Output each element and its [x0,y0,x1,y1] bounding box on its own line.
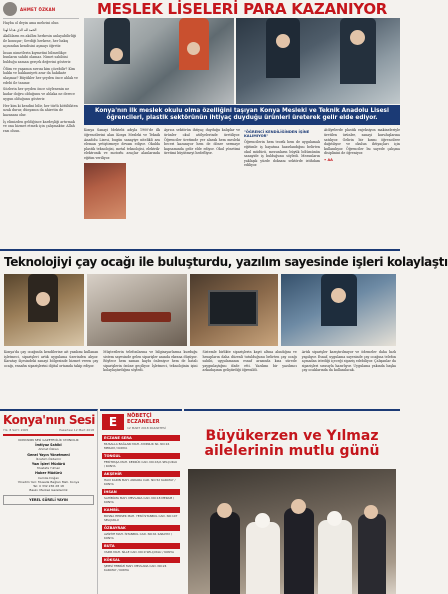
staff-name: İbrahim Özdemir [35,456,62,461]
pharmacy-address: SAHİBİATA MAH. MEVLANA CAD. NO:18 MERAM / KONYA [104,496,174,504]
office-phone: Tel: 0 332 236 28 18 [33,484,64,489]
publication-badge: YEREL SÜRELİ YAYIN [3,495,94,505]
pharmacy-address: HACI KADIN MAH. ANKARA CAD. NO:52 KARATAY / KONYA [104,478,176,486]
pharmacy-box [100,409,182,594]
workshop-photo [84,18,234,104]
staff-role: Yazı İşleri Müdürü [31,462,66,467]
pharmacy-address: MUSALLA BAĞLARI MAH. AYDINLIK SK. NO:16 MERAM / KONYA [104,442,170,450]
pharmacy-address: ŞEMSİ TEBRİZİ MAH. MEVLANA CAD. NO:24 KARATAY / KONYA [104,564,167,572]
pharmacy-address: FERİTPAŞA MAH. KERKÜK CAD. NO:43/A SELÇUKLU / KONYA [104,460,178,468]
lead-deck: Konya'nın ilk meslek okulu olma özelliğini taşıyan Konya Mesleki ve Teknik Anadolu Lisesi öğrencileri, plastik sektörünün ihtiyaç duyduğu ürünleri üreterek gelir elde ediyor. [84,105,400,125]
newspaper-logo: Konya'nın Sesi [3,413,95,427]
pharmacy-address: YAZIR MAH. SİLLE CAD. NO:9 SELÇUKLU / KONYA [104,550,174,554]
wedding-headline-line: ailelerinin mutlu günü [204,443,380,459]
opinion-paragraph: Sözlerin her şeyden önce söylenenin ne kadar doğru olduğunu ve ahlaka ne derece uygun olduğunu gösterir. [3,87,75,101]
lead-paragraph: Atölyelerde plastik enjeksiyon makineleriyle üretilen ürünler, sanayi kuruluşlarına satılıyor. Gelirin bir kısmı öğrencilere dağıtılıyor ve okulun ihtiyaçları için kullanılıyor. Öğrenciler bu sayede çalışma disiplinini de öğreniyor. [324,128,400,156]
tea-paragraph: Müşterilerin telefonlarına ve bilgisayarlarına kurduğu sistem sayesinde gelen siparişler anında ekrana düşüyor. Böylece hem zaman kaybı önleniyor hem de hatalı siparişlerin önüne geçiliyor. İşletmeci, teknolojinin işini kolaylaştırdığını söyledi. [103,350,198,373]
tea-column [4,350,98,373]
lead-byline: • AA [324,157,333,162]
staff-role: İmtiyaz Sahibi [35,443,62,448]
lead-small-photos [84,163,160,219]
product-photo [84,163,126,219]
opinion-paragraph: İş elimizden geldiğince kardeşliği artırmak ve ona hizmet etmek için çalışmaktır. Allah razı olsun. [3,119,75,134]
pharmacy-item [102,435,180,451]
pharmacy-item [102,557,180,573]
lead-body [84,128,400,219]
pharmacy-name: TONGUL [102,453,180,459]
wedding-headline-line: Büyükerzen ve Yılmaz [205,428,379,444]
issue-date: Pazartesi 12 Mart 2018 [59,428,94,432]
wedding-headline [184,411,400,459]
pharmacy-item [102,543,180,555]
pharmacy-date: 12 MART 2018 PAZARTESİ [127,425,166,430]
staff-role: Haber Müdürü [35,471,62,476]
wedding-story [184,409,400,594]
pharmacy-title: NÖBETÇİ [127,413,152,420]
owner-photo [281,274,396,346]
opinion-paragraph: Akıllıların en akıllısı herkesin anlayabilirliği ile konuşur; Sevdiği herkese, her bakış açısından kendisini aşmayı öğretir. [3,34,77,48]
staff-name: Mustafa Yılmaz [37,466,60,471]
pharmacy-header [100,411,182,433]
tea-paragraph: Konya'da çay ocağında kendilerine ait yazılımı kullanan işletmeci, siparişleri artık uygulama üzerinden alıyor. Karatay ilçesindeki sanayi bölgesinde hizmet veren çay ocağı, esnafın siparişlerini dijital ortamda takip ediyor. [4,350,99,368]
staff-list [3,438,94,492]
opinion-paragraph: Hayba ol deyin ama mehrini olun [3,21,59,25]
lead-headline: MESLEK LİSELERİ PARA KAZANIYOR [96,0,388,18]
pharmacy-item [102,507,180,523]
masthead-rule [3,434,94,436]
wedding-photo [188,469,396,594]
tea-column [103,350,197,373]
students-photo [236,18,400,104]
pharmacy-name: KÖKSAL [102,557,180,563]
tea-glasses-photo [87,274,187,346]
pharmacy-name: BUTA [102,543,180,549]
author-header [3,2,79,19]
staff-name: Ahmet Özkan [38,447,59,452]
printer: Baskı: Merkez Gazetecilik [29,488,68,493]
opinion-paragraph: İnsan nimetlerin kıymetini bilmedikçe bunların sahibi olamaz. Nimet sahibini bulduğu zaman gerçek değerini gösterir. [3,50,72,64]
lead-paragraph: Ayrıca sektörün ihtiyaç duyduğu kalıplar ve ürünler okul atölyelerinde üretiliyor. Öğrenciler üretimde yer alarak hem mesleki beceri kazanıyor hem de döner sermaye kapsamında gelir elde ediyor. Okul yönetimi üretimi büyütmeyi hedefliyor. [164,128,240,156]
arabic-text: الحمد لله الذي هدانا لهذا [3,27,37,32]
lead-column [164,128,240,219]
office-address: Yönetim Yeri: Musalla Bağları Mah. Konya [17,479,80,484]
tablet-photo [190,274,278,346]
pharmacy-name: ECZANE SERA [102,435,180,441]
pharmacy-item [102,453,180,469]
pharmacy-name: ÖZBAYRAK [102,525,180,531]
tea-story [0,249,448,407]
tea-photos [4,274,396,346]
tea-paragraph: Sistemle birlikte siparişlerin kayıt altına alındığını ve hesapların daha düzenli tutulduğunu belirten çay ocağı sahibi, uygulamanın esnaf arasında kısa sürede yaygınlaştığını ifade etti. Yazılımı bir yazılımcı arkadaşının geliştirdiği öğrenildi. [202,350,297,373]
lead-column [244,128,320,219]
tea-paragraph: Artık siparişler karıştırılmıyor ve ödemeler daha hızlı yapılıyor. Esnaf, uygulama sayesinde çay ocağına telefon açmadan istediği içeceği sipariş edebiliyor. Çalışanlar da siparişleri sırasıyla hazırlıyor. Uygulama yakında başka çay ocaklarında da kullanılacak. [301,350,396,373]
pharmacy-name: AKŞEHİR [102,471,180,477]
staff-role: Genel Yayın Yönetmeni [27,452,70,457]
tea-column [203,350,297,373]
lead-story [84,0,400,247]
pharmacy-title: ECZANELER [127,419,160,425]
lead-subhead: "ÖĞRENCİ KENDİLİĞİNDEN İŞİNE KALIMIYOR" [244,130,310,139]
pharmacy-name: İHSAN [102,489,180,495]
staff-name: Cemile Doğan [37,475,60,480]
pharmacy-name: KAMBİL [102,507,180,513]
pharmacy-address: BOSNA HERSEK MAH. YENİ İSTANBUL CAD. NO:107 SELÇUKLU [104,514,178,522]
pharmacy-list [100,435,182,573]
lead-column [84,128,160,219]
pharmacy-item [102,489,180,505]
tea-shop-photo [4,274,84,346]
author-avatar [3,2,17,16]
pharmacy-item [102,471,180,487]
opinion-paragraph: Ölüm ve yaşamın sırrını kim çözebilir? Kim hakkı ve hakkaniyeti arar da hakikate ulaşmaz? Büyükler her şeyden önce ahlak ve edebi ile tanınır. [3,66,78,85]
tea-headline: Teknolojiyi çay ocağı ile buluşturdu, yazılım sayesinde işleri kolaylaştı [4,255,448,269]
opinion-paragraph: Her kim ki kendini bilir, her türlü kötülükten uzak durur, dünyanın da ahiretin de kazananı olur. [3,103,78,117]
publisher-company: KONYANIN SESİ GAZETECİLİK YAYINCILIK [18,438,79,442]
pharmacy-address: AZİZİYE MAH. İSTANBUL CAD. NO:61 KARATAY / KONYA [104,532,173,540]
pharmacy-item [102,525,180,541]
lead-photos [84,18,400,104]
pharmacy-icon: E [102,414,124,430]
issue-meta [3,428,94,432]
tea-body [0,346,400,373]
author-name: AHMET ÖZKAN [20,6,56,12]
lead-paragraph: Öğrencilerin hem teorik hem de uygulamalı eğitimle iş hayatına hazırlandığını belirten okul müdürü, mezunların büyük bölümünün sanayide iş bulduğunu söyledi. Mezunların yaklaşık yüzde doksanı sektörde istihdam ediliyor. [244,140,320,168]
lead-paragraph: Konya Sanayi Mektebi adıyla 1900'de ilk öğrencilerini alan Konya Mesleki ve Teknik Anadolu Lisesi, bugün sanayiye nitelikli ara eleman yetiştirmeye devam ediyor. Okulda plastik teknolojisi, metal teknolojisi, elektrik-elektronik ve motorlu araçlar alanlarında eğitim veriliyor. [84,128,160,160]
opinion-column [0,0,82,247]
lead-column [324,128,400,219]
opinion-text [3,21,79,134]
masthead-box [0,409,98,594]
issue-number: YIL: 8 SAYI: 2005 [3,428,29,432]
tea-column [302,350,396,373]
